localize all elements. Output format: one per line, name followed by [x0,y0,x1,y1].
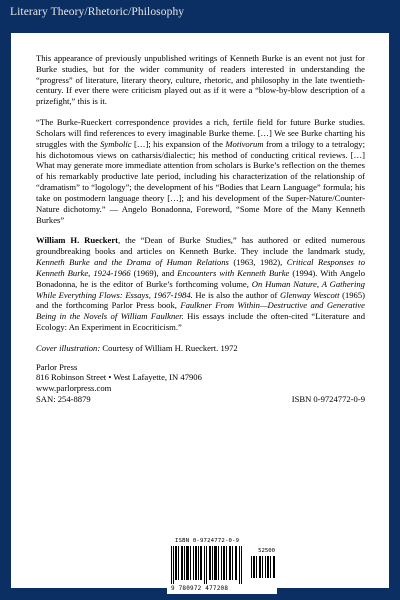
bio-title-encounters: Encounters with Kenneth Burke [177,267,290,278]
author-name: William H. Rueckert [36,235,119,246]
foreword-quote [36,117,365,225]
quote-italic-symbolic: Symbolic [100,138,132,149]
price-barcode-bars [251,556,275,578]
publisher-url: www.parlorpress.com [36,383,112,394]
publisher-san: SAN: 254-8879 [36,393,91,404]
bio-text-m: His essays include the often-cited “Literature and Ecology: An Experiment in Ecocriticism.” [36,311,365,333]
barcode-number: 9 780972 477208 [171,585,229,592]
barcode [167,538,277,594]
cover-credit [36,343,365,354]
barcode-isbn-text: ISBN 0-9724772-0-9 [175,538,240,544]
bio-title-human-nature: On Human Nature, A Gathering While Everything Flows: Essays, 1967-1984. [36,278,365,300]
bio-text-g: (1994). With Angelo Bonadonna, he is the editor of Burke’s forthcoming volume, [36,267,365,289]
barcode-price-code: 52500 [258,548,275,554]
quote-text-2: […]; his expansion of the [131,138,226,149]
bio-title-faulkner: Faulkner From Within—Destructive and Generative Being in the Novels of William Faulkner. [36,300,365,322]
intro-text: This appearance of previously unpublished writings of Kenneth Burke is an event not just for Burke studies, but for the wider community of readers interested in understanding the “progress” of literature, literary theory, culture, rhetoric, and philosophy in the late twentieth-century. If ever there were criticism played out as if it were a “blow-by-blow description of a prizefight,” this is it. [36,53,365,107]
quote-text-3: from a trilogy to a tetralogy; his dichotomous views on catharsis/dialectic; his method of conducting critical reviews. […] What may generate more immediate attention from scholars is Burke’s reflection on the themes of his remarkably productive late period, including his characterization of the relationship of “dramatism” to “logology”; the development of his “Bodies that Learn Language” formula; his take on postmodern language theory […]; and his development of the Super-Nature/Counter-Nature dichotomy.” — Angelo Bonadonna, Foreword, “Some More of the Many Kenneth Burkes” [36,138,365,225]
bio-text-a: , the “Dean of Burke Studies,” has authored or edited numerous groundbreaking books and articles on Kenneth Burke. They include the landmark study, [36,235,366,257]
publisher-codes-row [36,394,365,405]
quote-italic-motivorum: Motivorum [225,138,264,149]
cover-label: Cover illustration: [36,342,101,353]
bio-title-critical: Critical Responses to Kenneth Burke, 1924-1966 [36,257,365,278]
bio-text-e: (1969), and [130,267,178,278]
bio-text-c: (1963, 1982), [228,257,287,268]
back-cover-panel [11,33,389,592]
barcode-bars [171,546,245,584]
intro-paragraph [36,53,365,107]
category-label: Literary Theory/Rhetoric/Philosophy [10,6,185,18]
bio-title-drama: Kenneth Burke and the Drama of Human Relations [36,257,229,268]
bio-text-k: (1965) and the forthcoming Parlor Press book, [36,289,365,311]
author-bio [36,235,365,332]
publisher-address: 816 Robinson Street • West Lafayette, IN 47906 [36,372,202,383]
publisher-block [36,362,365,405]
bio-text-i: He is also the author of [192,289,280,300]
quote-text-1: “The Burke-Rueckert correspondence provides a rich, fertile field for future Burke studies. Scholars will find references to every imaginable Burke theme. […] We see Burke charting his struggles with the [36,117,365,149]
publisher-isbn: ISBN 0-9724772-0-9 [291,393,365,404]
cover-text: Courtesy of William H. Rueckert. 1972 [100,342,238,353]
bio-title-wescott: Glenway Wescott [279,289,340,300]
publisher-name: Parlor Press [36,361,78,372]
